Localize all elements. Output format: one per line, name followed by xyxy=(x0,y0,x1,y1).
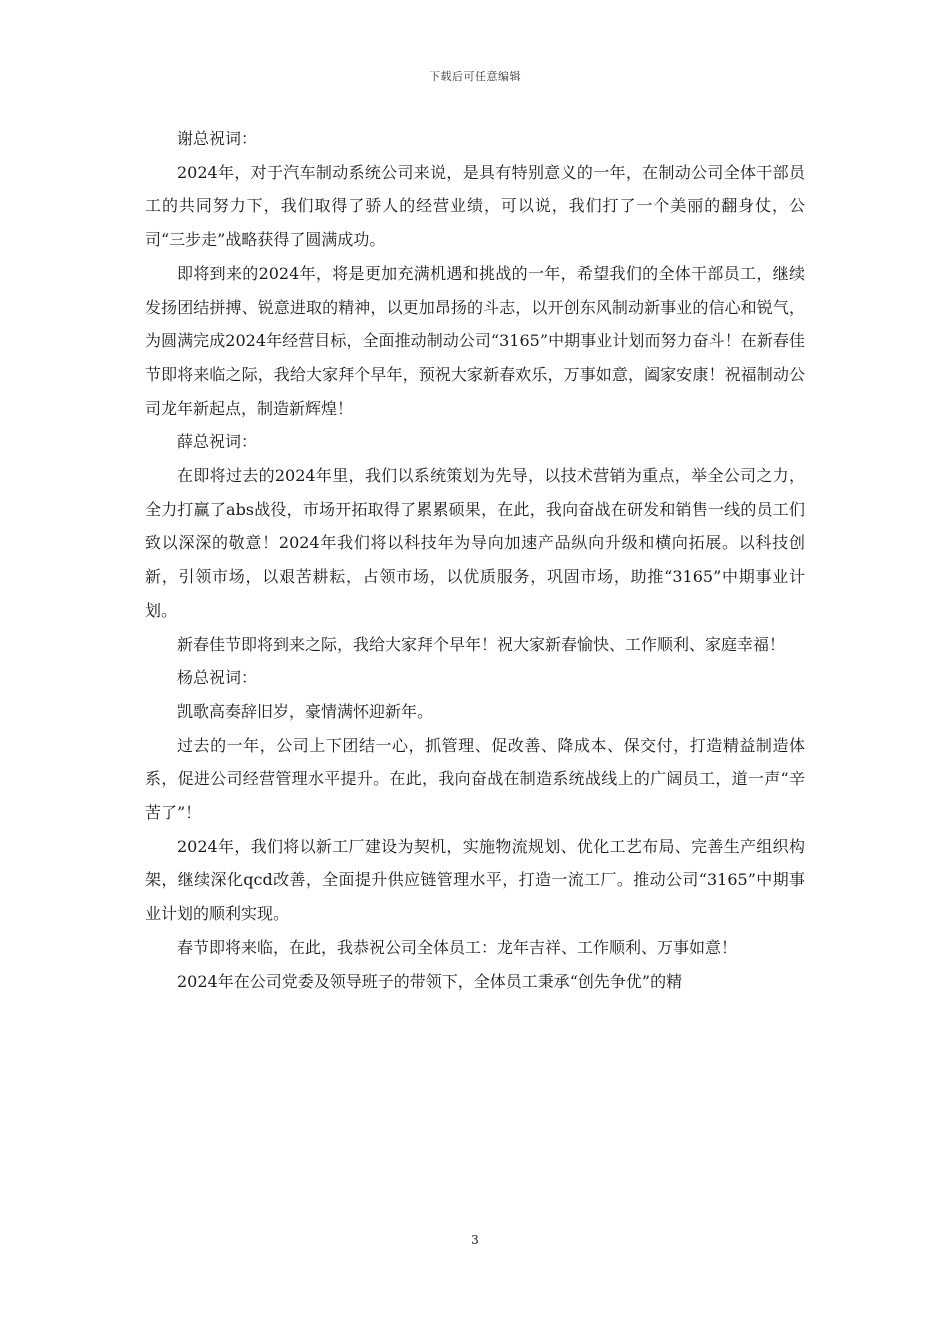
paragraph: 春节即将来临，在此，我恭祝公司全体员工：龙年吉祥、工作顺利、万事如意！ xyxy=(177,937,738,957)
greeting-heading-yang: 杨总祝词： xyxy=(177,668,258,688)
paragraph: 新春佳节即将到来之际，我给大家拜个早年！祝大家新春愉快、工作顺利、家庭幸福！ xyxy=(177,634,786,654)
greeting-heading-xue: 薛总祝词： xyxy=(177,432,258,452)
paragraph: 2024年，对于汽车制动系统公司来说，是具有特别意义的一年，在制动公司全体干部员工的共同努力下，我们取得了骄人的经营业绩，可以说，我们打了一个美丽的翻身仗，公司“三步走”战略获得了圆满成功。 xyxy=(145,162,805,250)
page-header: 下载后可任意编辑 xyxy=(429,70,521,83)
paragraph: 过去的一年，公司上下团结一心，抓管理、促改善、降成本、保交付，打造精益制造体系，促进公司经营管理水平提升。在此，我向奋战在制造系统战线上的广阔员工，道一声“辛苦了”！ xyxy=(145,735,805,823)
paragraph: 2024年，我们将以新工厂建设为契机，实施物流规划、优化工艺布局、完善生产组织构架，继续深化qcd改善，全面提升供应链管理水平，打造一流工厂。推动公司“3165”中期事业计划的顺利实现。 xyxy=(145,836,805,924)
paragraph: 凯歌高奏辞旧岁，豪情满怀迎新年。 xyxy=(177,701,434,721)
page-number: 3 xyxy=(471,1233,479,1247)
paragraph: 在即将过去的2024年里，我们以系统策划为先导，以技术营销为重点，举全公司之力，全力打赢了abs战役，市场开拓取得了累累硕果，在此，我向奋战在研发和销售一线的员工们致以深深的敬意！2024年我们将以科技年为导向加速产品纵向升级和横向拓展。以科技创新，引领市场，以艰苦耕耘，占领市场，以优质服务，巩固市场，助推“3165”中期事业计划。 xyxy=(145,466,805,620)
paragraph: 2024年在公司党委及领导班子的带领下，全体员工秉承“创先争优”的精 xyxy=(177,971,683,991)
greeting-heading-xie: 谢总祝词： xyxy=(177,129,258,148)
paragraph: 即将到来的2024年，将是更加充满机遇和挑战的一年，希望我们的全体干部员工，继续发扬团结拼搏、锐意进取的精神，以更加昂扬的斗志，以开创东风制动新事业的信心和锐气，为圆满完成2024年经营目标，全面推动制动公司“3165”中期事业计划而努力奋斗！在新春佳节即将来临之际，我给大家拜个早年，预祝大家新春欢乐，万事如意，阖家安康！祝福制动公司龙年新起点，制造新辉煌！ xyxy=(145,263,805,418)
document-body xyxy=(145,122,805,998)
